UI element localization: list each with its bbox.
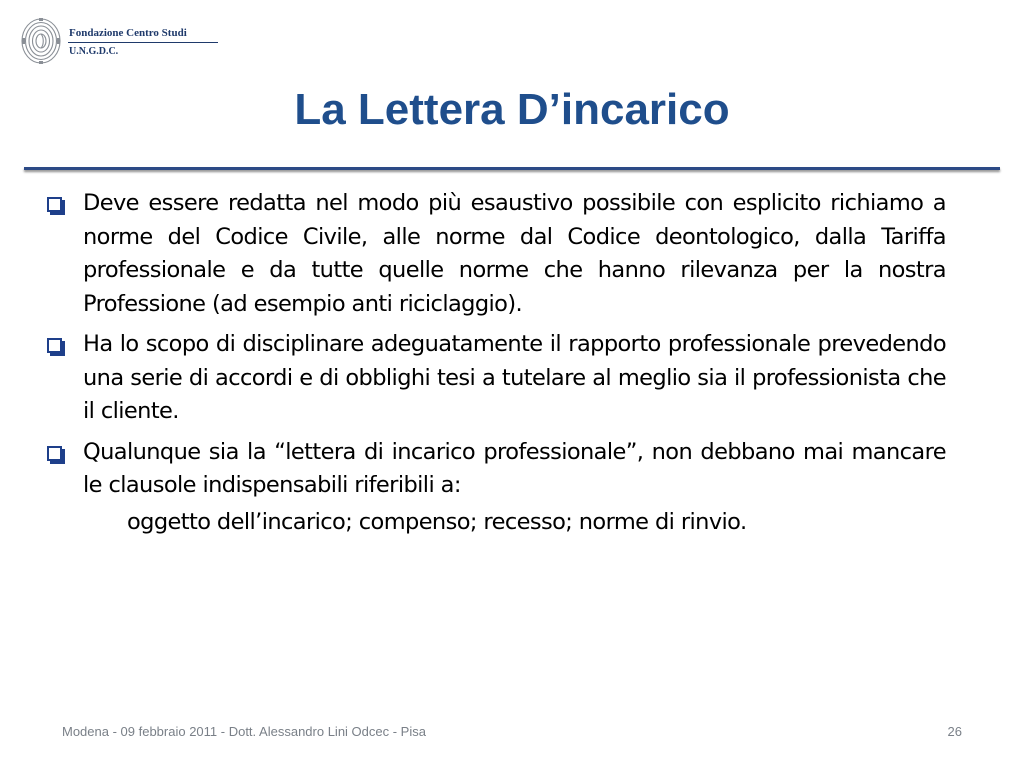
- fingerprint-seal-icon: [20, 16, 64, 66]
- org-acronym: U.N.G.D.C.: [69, 46, 119, 57]
- page-number: 26: [947, 724, 962, 739]
- bullet-item: [44, 436, 946, 503]
- square-bullet-icon: [47, 338, 62, 353]
- org-name: Fondazione Centro Studi: [69, 27, 187, 39]
- organization-logo: [20, 16, 230, 68]
- bullet-text: Ha lo scopo di disciplinare adeguatamente il rapporto professionale prevedendo una serie di accordi e di obblighi tesi a tutelare al meglio sia il professionista che il cliente.: [83, 331, 946, 424]
- square-bullet-icon: [47, 197, 62, 212]
- bullet-list: [44, 187, 946, 539]
- slide-title: La Lettera D’incarico: [294, 85, 730, 134]
- title-divider: [24, 167, 1000, 170]
- bullet-text: Qualunque sia la “lettera di incarico professionale”, non debbano mai mancare le clausole indispensabili riferibili a:: [83, 438, 946, 498]
- bullet-item: [44, 187, 946, 321]
- logo-divider: [68, 42, 218, 43]
- footer-caption: Modena - 09 febbraio 2011 - Dott. Alessandro Lini Odcec - Pisa: [62, 724, 426, 739]
- bullet-item: [44, 328, 946, 429]
- clauses-line: oggetto dell’incarico; compenso; recesso; norme di rinvio.: [127, 508, 747, 535]
- square-bullet-icon: [47, 446, 62, 461]
- bullet-text: Deve essere redatta nel modo più esaustivo possibile con esplicito richiamo a norme del Codice Civile, alle norme dal Codice deontologico, dalla Tariffa professionale e da tutte quelle norme che hanno rilevanza per la nostra Professione (ad esempio anti riciclaggio).: [83, 190, 946, 317]
